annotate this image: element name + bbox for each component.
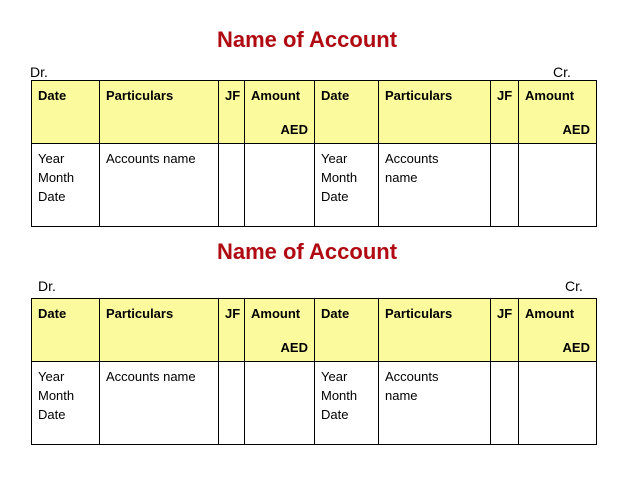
- debit-jf-cell: [219, 144, 245, 227]
- credit-amount-cell: [519, 144, 597, 227]
- header-cell: [219, 299, 245, 362]
- date-part: Month: [38, 388, 75, 403]
- particulars-text: Accounts name: [106, 151, 196, 166]
- header-label: JF: [225, 306, 241, 321]
- table-row: [32, 144, 597, 227]
- date-part: Date: [38, 407, 66, 422]
- header-cell: [315, 81, 379, 144]
- header-cell: [245, 81, 315, 144]
- date-part: Date: [321, 189, 349, 204]
- header-cell: [491, 81, 519, 144]
- header-label: Particulars: [106, 88, 174, 103]
- header-row: [32, 299, 597, 362]
- credit-particulars-cell: [379, 144, 491, 227]
- currency-label: AED: [562, 122, 590, 137]
- account-title: Name of Account: [216, 27, 398, 52]
- header-cell: [379, 299, 491, 362]
- header-cell: [315, 299, 379, 362]
- currency-label: AED: [280, 122, 308, 137]
- date-part: Date: [321, 407, 349, 422]
- credit-particulars-cell: [379, 362, 491, 445]
- credit-date-cell: [315, 144, 379, 227]
- date-part: Year: [38, 369, 65, 384]
- header-label: Date: [38, 88, 67, 103]
- header-cell: [379, 81, 491, 144]
- debit-jf-cell: [219, 362, 245, 445]
- date-part: Year: [38, 151, 65, 166]
- credit-label: Cr.: [553, 64, 571, 80]
- header-cell: [100, 81, 219, 144]
- header-cell: [519, 299, 597, 362]
- debit-particulars-cell: [100, 144, 219, 227]
- debit-particulars-cell: [100, 362, 219, 445]
- header-cell: [519, 81, 597, 144]
- header-label: Amount: [525, 306, 575, 321]
- debit-date-cell: [32, 144, 100, 227]
- header-label: Date: [321, 88, 350, 103]
- header-row: [32, 81, 597, 144]
- header-label: Particulars: [385, 88, 453, 103]
- date-part: Month: [321, 170, 358, 185]
- header-cell: [491, 299, 519, 362]
- header-label: Date: [321, 306, 350, 321]
- header-cell: [245, 299, 315, 362]
- header-label: JF: [497, 306, 513, 321]
- debit-amount-cell: [245, 144, 315, 227]
- header-cell: [219, 81, 245, 144]
- debit-amount-cell: [245, 362, 315, 445]
- header-label: Amount: [251, 306, 301, 321]
- header-label: Particulars: [385, 306, 453, 321]
- header-label: Date: [38, 306, 67, 321]
- header-label: Amount: [251, 88, 301, 103]
- credit-date-cell: [315, 362, 379, 445]
- date-part: Year: [321, 369, 348, 384]
- credit-amount-cell: [519, 362, 597, 445]
- header-cell: [100, 299, 219, 362]
- ledger-table: [31, 298, 597, 445]
- credit-jf-cell: [491, 362, 519, 445]
- header-label: Amount: [525, 88, 575, 103]
- debit-date-cell: [32, 362, 100, 445]
- header-label: JF: [225, 88, 241, 103]
- particulars-text: Accounts: [385, 369, 439, 384]
- credit-jf-cell: [491, 144, 519, 227]
- date-part: Date: [38, 189, 66, 204]
- particulars-text: name: [385, 170, 418, 185]
- debit-label: Dr.: [30, 64, 48, 80]
- ledger-table: [31, 80, 597, 227]
- date-part: Month: [321, 388, 358, 403]
- date-part: Year: [321, 151, 348, 166]
- credit-label: Cr.: [565, 278, 583, 294]
- account-title: Name of Account: [216, 239, 398, 264]
- currency-label: AED: [562, 340, 590, 355]
- table-row: [32, 362, 597, 445]
- header-cell: [32, 299, 100, 362]
- header-label: JF: [497, 88, 513, 103]
- debit-label: Dr.: [38, 278, 56, 294]
- header-cell: [32, 81, 100, 144]
- particulars-text: Accounts: [385, 151, 439, 166]
- date-part: Month: [38, 170, 75, 185]
- header-label: Particulars: [106, 306, 174, 321]
- currency-label: AED: [280, 340, 308, 355]
- particulars-text: name: [385, 388, 418, 403]
- particulars-text: Accounts name: [106, 369, 196, 384]
